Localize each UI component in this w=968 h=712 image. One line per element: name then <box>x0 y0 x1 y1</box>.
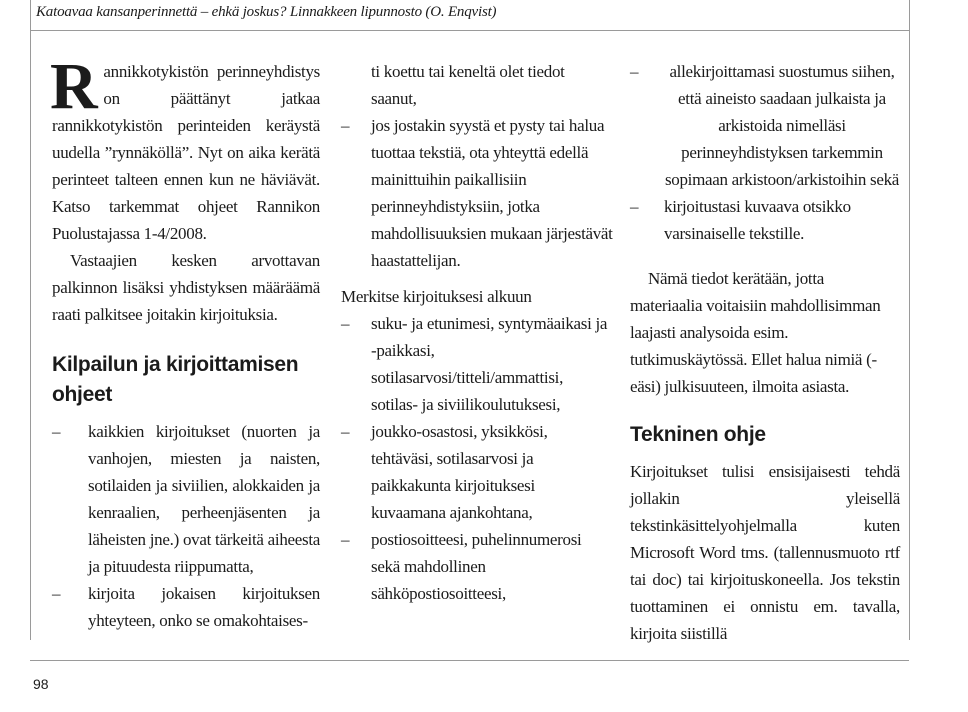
section-heading-technical: Tekninen ohje <box>630 423 766 446</box>
left-frame-rule <box>30 0 31 640</box>
list-item: – jos jostakin syystä et pysty tai halua tuottaa tekstiä, ota yhteyttä edellä mainittuihin paikallisiin perinneyhdistyksiin, jotka mahdollisuuksien mukaan järjestävät haastattelijan. <box>341 112 613 274</box>
technical-paragraph: Kirjoitukset tulisi ensisijaisesti tehdä jollakin yleisellä tekstinkäsittelyohjelmalla kuten Microsoft Word tms. (tallennusmuoto rtf tai doc) tai kirjoituskoneella. Jos tekstin tuottaminen ei onnistu em. tavalla, kirjoita siistillä <box>630 462 900 643</box>
column-3 <box>630 58 900 647</box>
intro-paragraph <box>50 50 320 247</box>
column-1 <box>50 50 320 634</box>
continued-item-text: ti koettu tai keneltä olet tiedot saanut, <box>371 62 565 108</box>
list-item: – kirjoitustasi kuvaava otsikko varsinaiselle tekstille. <box>630 193 900 247</box>
info-paragraph: Nämä tiedot kerätään, jotta materiaalia voitaisiin mahdollisimman laajasti analysoida esim. tutkimuskäytössä. Ellet halua nimiä (-eäsi) julkisuuteen, ilmoita asiasta. <box>630 269 881 396</box>
prize-paragraph: Vastaajien kesken arvottavan palkinnon lisäksi yhdistyksen määräämä raati palkitsee joitakin kirjoituksia. <box>52 251 320 324</box>
header-rule <box>30 30 909 31</box>
drop-cap: R <box>50 50 98 123</box>
intro-text: annikkotykistön perinneyhdistys on päättänyt jatkaa rannikkotykistön perinteiden keräystä uudella ”rynnäköllä”. Nyt on aika kerätä perinteet talteen ennen kun ne häviävät. Katso tarkemmat ohjeet Rannikon Puolustajassa 1-4/2008. <box>52 62 320 243</box>
section-heading-competition: Kilpailun ja kirjoittamisen ohjeet <box>52 353 299 406</box>
list-item: – kaikkien kirjoitukset (nuorten ja vanhojen, miesten ja naisten, sotilaiden ja siviilien, alokkaiden ja kenraalien, perheenjäsenten ja läheisten jne.) ovat tärkeitä aiheesta ja pituudesta riippumatta, <box>52 418 320 580</box>
list-item: – kirjoita jokaisen kirjoituksen yhteyteen, onko se omakohtaises- <box>52 580 320 634</box>
mark-lead: Merkitse kirjoituksesi alkuun <box>341 287 532 306</box>
list-item: – postiosoitteesi, puhelinnumerosi sekä mahdollinen sähköpostiosoitteesi, <box>341 526 613 607</box>
consent-list <box>630 58 900 247</box>
list-item: – allekirjoittamasi suostumus siihen, että aineisto saadaan julkaista ja arkistoida nimelläsi perinneyhdistyksen tarkemmin sopimaan arkistoon/arkistoihin sekä <box>630 58 900 193</box>
column-2 <box>341 58 613 607</box>
right-frame-rule <box>909 0 910 640</box>
list-item: – suku- ja etunimesi, syntymäaikasi ja -paikkasi, sotilasarvosi/titteli/ammattisi, sotilas- ja siviilikoulutuksesi, <box>341 310 613 418</box>
footer-rule <box>30 660 909 661</box>
page-number: 98 <box>33 676 49 692</box>
mark-list <box>341 310 613 607</box>
running-head: Katoavaa kansanperinnettä – ehkä joskus? Linnakkeen lipunnosto (O. Enqvist) <box>36 4 497 20</box>
competition-list <box>52 418 320 634</box>
list-item: – joukko-osastosi, yksikkösi, tehtäväsi, sotilasarvosi ja paikkakunta kirjoituksesi kuvaamana ajankohtana, <box>341 418 613 526</box>
contact-list <box>341 112 613 274</box>
